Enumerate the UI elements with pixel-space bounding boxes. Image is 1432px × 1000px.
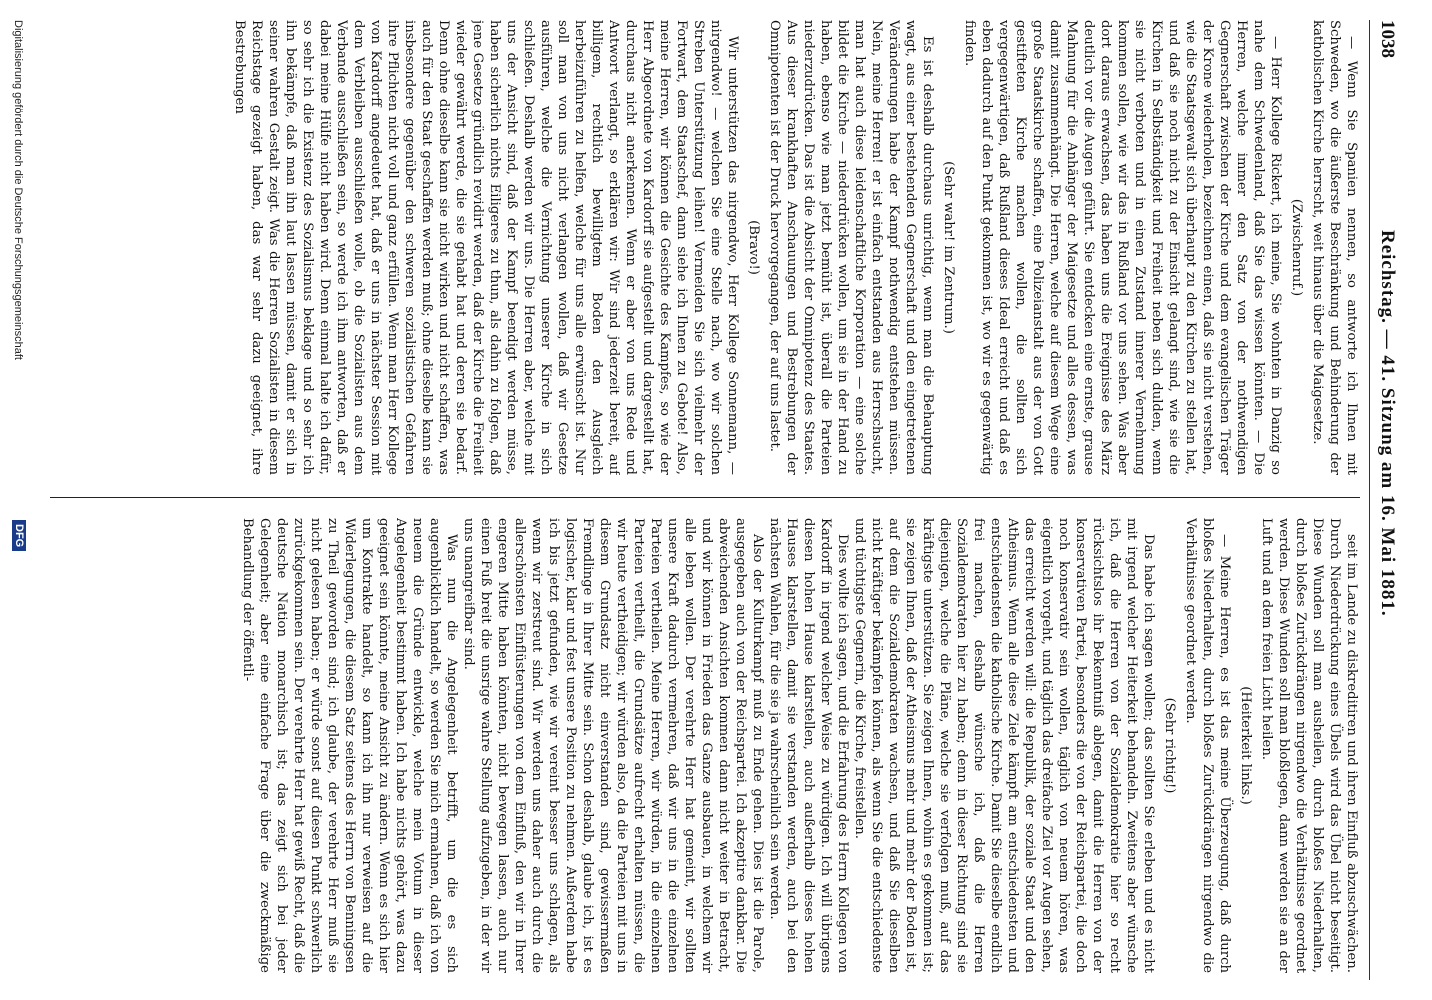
page-title: Reichstag. — 41. Sitzung am 16. Mai 1881. [1377, 230, 1398, 617]
digitization-note: Digitalisierung gefördert durch die Deutsche Forschungsgemeinschaft [12, 20, 24, 360]
paragraph: Was nun die Angelegenheit betrifft, um die es sich augenblicklich handelt, so werden Sie mich ermahnen, daß ich von neuem die Gründe entwickle, welche mein Votum in dieser Angelegenheit bestimmt haben. Ich habe nichts gehört, was dazu geeignet sein könnte, meine Ansicht zu ändern. Wenn es sich hier um Kontrakte handelt, so kann ich ihn nur verweisen auf die Widerlegungen, die diesem Satz seitens des Herrn von Benningsen zu Theil geworden sind; ich glaube, der verehrte Herr muß sie nicht gelesen haben; er würde sonst auf diesen Punkt schwerlich zurückgekommen sein. Der verehrte Herr hat gewiß Recht, daß die deutsche Nation monarchisch ist; das zeigt sich bei jeder Gelegenheit; aber eine einfache Frage über die zweckmäßige Behandlung der öffentli- [240, 518, 459, 973]
paragraph: — Herr Kollege Rickert, ich meine, Sie wohnten in Danzig so nahe dem Schwedenland, daß Sie das wissen könnten. — Die Herren, welche immer den Satz von der nothwendigen Gegnerschaft zwischen der Kirche und dem evangelischen Träger der Krone wiederholen, bezeichnen einen, daß sie nicht verstehen, wie die Staatsgewalt sich überhaupt zu den Kirchen zu stellen hat, und daß sie noch nicht zu der Einsicht gelangt sind, wie sie die Kirchen in Selbständigkeit und Freiheit neben sich dulden, wenn sie nicht verboten und in einen Zustand innerer Vernehmung kommen sollen, wie wir das in Rußland vor uns sehen. Was aber dort daraus erwachsen, das haben uns die Ereignisse des März deutlich vor die Augen geführt. Sie entdecken eine ernste, grause Mahnung für die Anhänger der Maigesetze und alles dessen, was damit zusammenhängt. Die Herren, welche auf diesem Wege eine große Staatskirche schaffen, eine Polizeianstalt aus der von Gott gestifteten Kirche machen wollen, die sollten sich vergegenwärtigen, daß Rußland dieses Ideal erreicht und daß es eben dadurch auf den Punkt gekommen ist, wo wir es gegenwärtig finden. [962, 20, 1283, 475]
interjection: (Sehr richtig!) [1162, 697, 1177, 794]
interjection: (Zwischenruf.) [1289, 198, 1304, 297]
paragraph: seit im Lande zu diskreditiren und ihren Einfluß abzuschwächen. Durch Niederdrückung eines Übels wird das Übel nicht beseitigt. Diese Wunden soll man ausheilen, durch bloßes Niederhalten, durch bloßes Zurückdrängen nirgendwo die Verhältnisse geordnet werden. Diese Wunden soll man bloßlegen, dann werden sie an der Luft und an dem freien Licht heilen. [1259, 518, 1359, 973]
paragraph: Dies wollte ich sagen, und die Erfahrung des Herrn Kollegen von Kardorff in irgend welcher Weise zu würdigen. Ich will übrigens diesen hohen Hause klarstellen, auch außerhalb dieses hohen Hauses klarstellen, damit sie verstanden werden, auch bei den nächsten Wahlen, für die sie ja wahrscheinlich sein werden. [767, 518, 850, 973]
page-footer [6, 0, 26, 1000]
interjection: (Heiterkeit links.) [1238, 686, 1253, 805]
paragraph: Es ist deshalb durchaus unrichtig, wenn man die Behauptung wagt, aus einer bestehenden Gegnerschaft und den eingetretenen Veränderungen habe der Kampf nothwendig entstehen müssen. Nein, meine Herren! er ist einfach entstanden aus Herrschsucht, man hat auch diese leidenschaftliche Korporation — eine solche bildet die Kirche — niederdrücken wollen, um sie in der Hand zu haben, ebenso wie man jetzt bemüht ist, überall die Parteien niederzudrücken. Das ist die Absicht der Omnipotenz des Staates. Aus dieser krankhaften Anschauungen und Bestrebungen der Omnipotenten ist der Druck hervorgegangen, der auf uns lastet. [767, 20, 935, 475]
page-header [1368, 0, 1398, 1000]
interjection: (Bravo!) [746, 220, 761, 275]
header-rule [1369, 20, 1370, 980]
paragraph: — Meine Herren, es ist das meine Überzeugung, daß durch bloßes Niederhalten, durch bloßes Zurückdrängen nirgendwo die Verhältnisse geordnet werden. [1183, 518, 1232, 973]
interjection: (Sehr wahr! im Zentrum.) [941, 161, 956, 334]
dfg-logo: DFG [12, 520, 26, 551]
paragraph: Wir unterstützen das nirgendwo, Herr Kollege Sonnemann, — nirgendwo! — welchen Sie eine Stelle nach, wo wir solchen Streben Unterstützung leihen! Vermeiden Sie sich vielmehr der Fortwart, dem Staatschef, dann siehe ich Ihnen zu Gebote! Also, meine Herren, wir können die Gesichte des Kampfes, so wie der Herr Abgeordnete von Kardorff sie aufgestellt und dargestellt hat, durchaus nicht anerkennen. Wenn er aber von uns Rede und Antwort verlangt, so erklären wir: Wir sind jederzeit bereit, auf billigem, rechtlich bewilligtem Boden den Ausgleich herbeizuführen zu helfen, welche für uns alle erwünscht ist. Nur soll man von uns nicht verlangen wollen, daß wir Gesetze ausführen, welche die Vernichtung unserer Kirche in sich schließen. Deshalb werden wir uns. Die Herren aber, welche mit uns der Ansicht sind, daß der Kampf beendigt werden müsse, haben sicherlich nichts Eiligeres zu thun, als dahin zu folgen, daß jene Gesetze gründlich revidirt werden, daß der Kirche die Freiheit wieder gewährt werde, die sie gehabt hat und deren sie bedarf. Denn ohne dieselbe kann sie nicht wirken und nicht schaffen, was auch für den Staat geschaffen werden muß; ohne dieselbe kann sie insbesondere gegenüber den schweren sozialistischen Gefahren ihre Pflichten nicht voll und ganz erfüllen. Wenn man Herr Kollege von Kardorff angedeutet hat, daß er uns in nächster Session mit dem Verbleiben ausschließen wolle, ob die Sozialisten aus dem Verbande ausschließen sein, so werde ich ihm antworten, daß er dabei meine Hülfe nicht haben wird. Denn einmal halte ich dafür, so sehr ich die Existenz des Sozialismus beklage und so sehr ich ihn bekämpfe, daß man ihn laut lassen müssen, damit er sich in seiner wahren Gestalt zeigt. Was die Herren Sozialisten in diesem Reichstage gezeigt haben, das war sehr dazu geeignet, ihre Bestrebungen [232, 20, 740, 475]
page-number: 1038 [1377, 20, 1398, 58]
left-column [50, 20, 1360, 475]
paragraph: — Wenn Sie Spanien nennen, so antworte ich Ihnen mit Schweden, wo die äußerste Beschränkung und Behinderung der katholischen Kirche herrscht, weit hinaus über die Maigesetze. [1310, 20, 1359, 475]
column-divider [50, 497, 1360, 498]
paragraph: Also der Kulturkampf muß zu Ende gehen. Dies ist die Parole, ausgegeben auch von der Reichspartei. Ich akzeptire dankbar. Die abweichenden Ansichten kommen dann nicht weiter in Betracht, und wir können in Frieden das Ganze ausbauen, in welchem wir alle leben wollen. Der verehrte Herr hat gemeint, wir sollten unsere Kraft dadurch vermehren, daß wir uns in die einzelnen Parteien vertheilen. Meine Herren, wir würden, in die einzelnen Parteien vertheilt, die Grundsätze aufrecht erhalten müssen, die wir heute vertheidigen; wir würden also, da die Parteien mit uns in diesem Grundsatz nicht einverstanden sind, gewissermaßen Fremdlinge in Ihrer Mitte sein. Schon deshalb, glaube ich, ist es logischer, klar und fest unsere Position zu nehmen. Außerdem habe ich bis jetzt gefunden, wie wir vereint besser uns schlagen, als wenn wir zerstreut sind. Wir werden uns daher auch durch die allerschönsten Einflüsterungen von dem Einfluß, den wir in Ihrer engeren Mitte haben könnten, nicht bewegen lassen, auch nur einen Fuß breit die unsrige wahre Stellung aufzugeben, in der wir uns unangreifbar sind. [461, 518, 765, 973]
right-column [50, 518, 1360, 973]
paragraph: Das habe ich sagen wollen; das sollten Sie erleben und es nicht mit irgend welcher Heiterkeit behandeln. Zweitens aber wünsche ich, daß die Herren von der Sozialdemokratie hier so recht rücksichtslos ihr Bekenntniß ablegen, damit die Herren von der konservativen Partei, besonders die von der Reichspartei, die doch noch konservativ sein wollen, täglich von neuem hören, was eigentlich vorgeht, und täglich das dreifache Ziel vor Augen sehen, das erreicht werden will: die Republik, der soziale Staat und den Atheismus. Wenn alle diese Ziele kämpft am entschiedensten und entschiedensten die katholische Kirche. Damit Sie dieselbe endlich frei machen, deshalb wünsche ich, daß die Herren Sozialdemokraten hier zu haben; denn in dieser Richtung sind sie diejenigen, welche die Pläne, welche sie verfolgen muß, auf das kräftigste unterstützen. Sie zeigen Ihnen, wohin es gekommen ist; sie zeigen Ihnen, daß der Atheismus mehr und mehr der Boden ist, auf dem die Sozialdemokraten wachsen, und daß Sie dieselben nicht kräftiger bekämpfen können, als wenn Sie die entschiedenste und tüchtigste Gegnerin, die Kirche, freistellen. [852, 518, 1156, 973]
